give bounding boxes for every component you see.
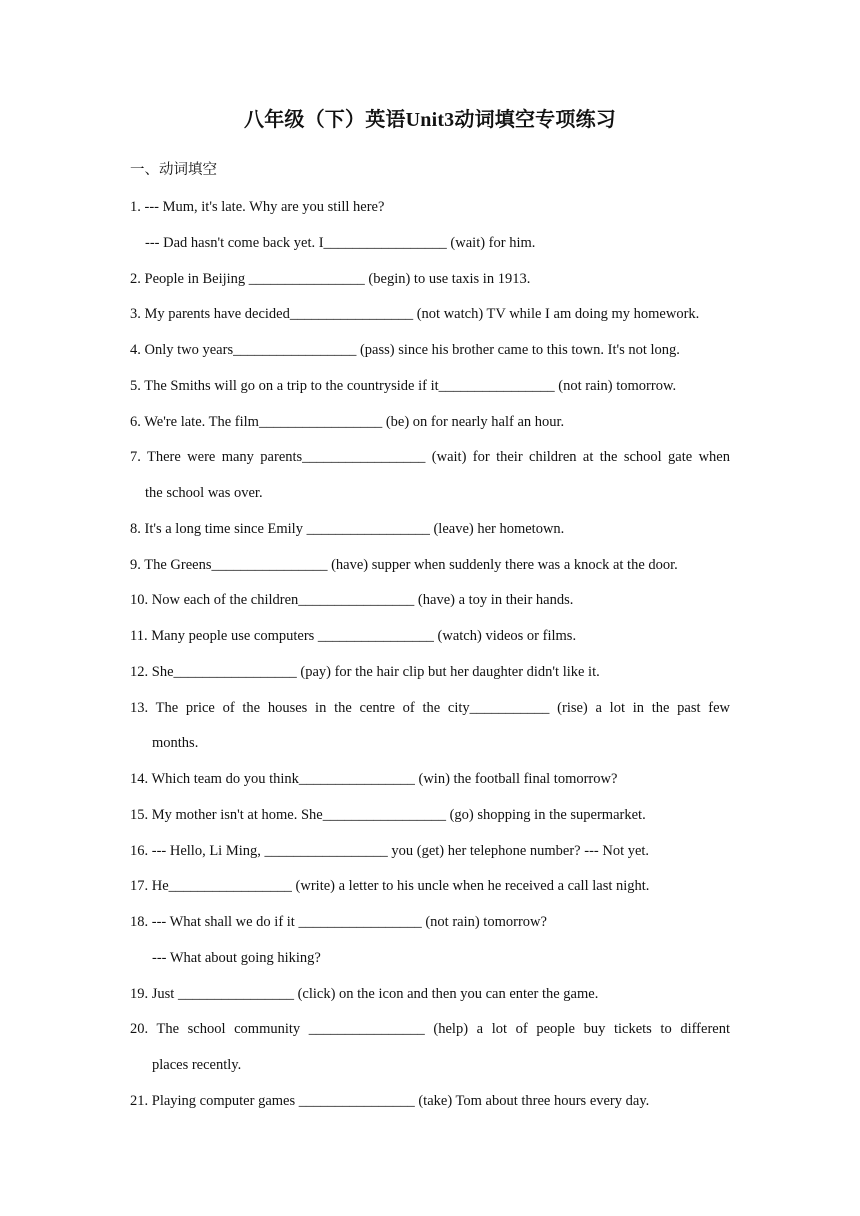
exercise-line: 12. She_________________ (pay) for the hair clip but her daughter didn't like it. [130,663,600,680]
exercise-line: 18. --- What shall we do if it _________________ (not rain) tomorrow? [130,914,547,930]
exercise-list [130,196,730,1126]
exercise-line: months. [152,735,199,752]
document-title: 八年级（下）英语Unit3动词填空专项练习 [244,109,616,131]
section-heading: 一、动词填空 [130,162,217,178]
exercise-line: 15. My mother isn't at home. She_________________ (go) shopping in the supermarket. [130,806,646,823]
exercise-line: 10. Now each of the children________________ (have) a toy in their hands. [130,592,574,609]
exercise-line: 1. --- Mum, it's late. Why are you still here? [130,199,385,215]
exercise-line: --- Dad hasn't come back yet. I_________________ (wait) for him. [145,234,536,251]
exercise-line: the school was over. [145,485,263,501]
exercise-line: 2. People in Beijing ________________ (begin) to use taxis in 1913. [130,270,531,287]
exercise-line: 13. The price of the houses in the centre of the city___________ (rise) a lot in the past few [130,699,730,716]
exercise-line: --- What about going hiking? [152,949,321,966]
exercise-line: 8. It's a long time since Emily _________________ (leave) her hometown. [130,520,565,537]
exercise-line: 14. Which team do you think________________ (win) the football final tomorrow? [130,771,618,787]
exercise-line: 4. Only two years_________________ (pass) since his brother came to this town. It's not long. [130,342,680,358]
exercise-line: 5. The Smiths will go on a trip to the countryside if it________________ (not rain) tomorrow. [130,377,677,394]
exercise-line: 17. He_________________ (write) a letter to his uncle when he received a call last night. [130,878,650,895]
exercise-line: 16. --- Hello, Li Ming, _________________ you (get) her telephone number? --- Not yet. [130,842,650,859]
exercise-line: places recently. [152,1057,242,1073]
exercise-line: 6. We're late. The film_________________ (be) on for nearly half an hour. [130,413,565,430]
exercise-line: 21. Playing computer games ________________ (take) Tom about three hours every day. [130,1092,650,1109]
exercise-line: 3. My parents have decided_________________ (not watch) TV while I am doing my homework. [130,306,700,323]
exercise-line: 11. Many people use computers ________________ (watch) videos or films. [130,628,577,644]
exercise-line: 20. The school community ________________ (help) a lot of people buy tickets to different [130,1021,730,1038]
exercise-line: 7. There were many parents_________________ (wait) for their children at the school gate when [130,449,730,466]
exercise-line: 9. The Greens________________ (have) supper when suddenly there was a knock at the door. [130,556,678,573]
exercise-line: 19. Just ________________ (click) on the icon and then you can enter the game. [130,985,599,1002]
